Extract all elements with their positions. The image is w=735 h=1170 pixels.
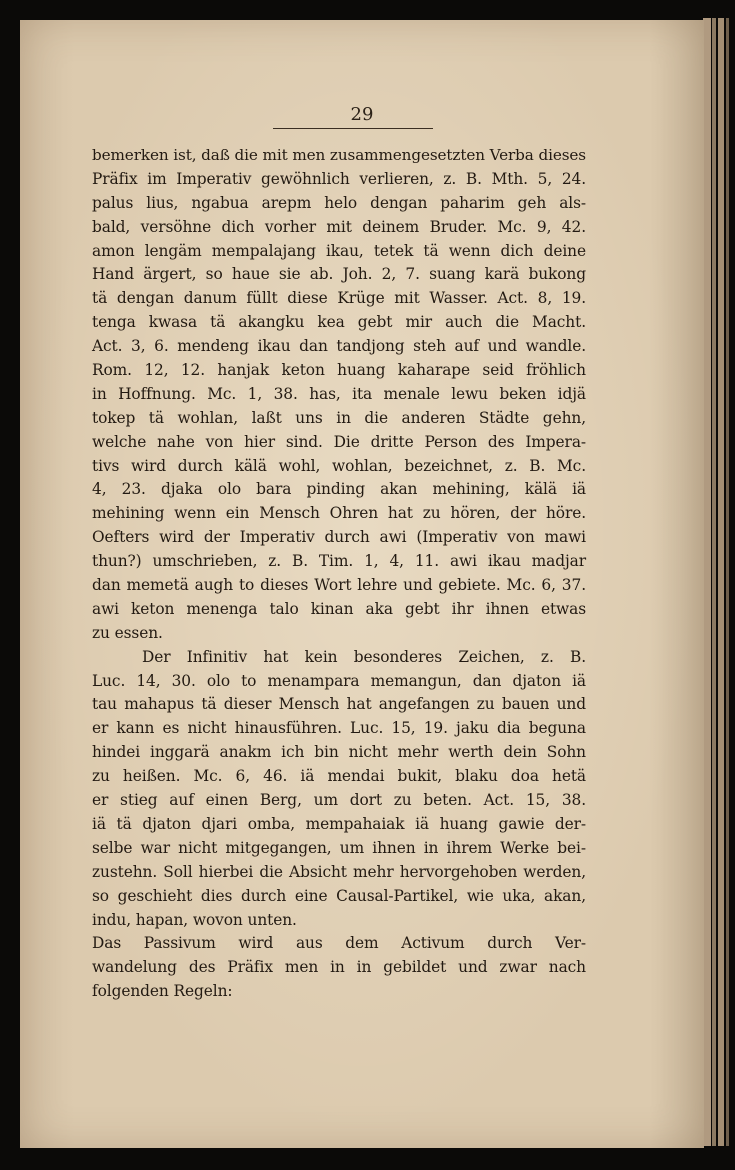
text-line: Das Passivum wird aus dem Activum durch Ver-	[92, 934, 586, 953]
text-line: er stieg auf einen Berg, um dort zu beten. Act. 15, 38.	[92, 791, 586, 810]
text-line: tenga kwasa tä akangku kea gebt mir auch die Macht.	[92, 313, 586, 332]
text-line: in Hoffnung. Mc. 1, 38. has, ita menale lewu beken idjä	[92, 384, 586, 403]
text-line: zu heißen. Mc. 6, 46. iä mendai bukit, blaku doa hetä	[92, 767, 586, 786]
header-rule	[273, 128, 433, 129]
text-line: tä dengan danum füllt diese Krüge mit Wasser. Act. 8, 19.	[92, 289, 586, 308]
text-line: bemerken ist, daß die mit men zusammengesetzten Verba dieses	[92, 146, 586, 164]
text-line: folgenden Regeln:	[92, 982, 233, 1001]
page-edge	[703, 18, 711, 1146]
text-line: tivs wird durch kälä wohl, wohlan, bezeichnet, z. B. Mc.	[92, 456, 586, 475]
text-line: palus lius, ngabua arepm helo dengan paharim geh als-	[92, 193, 586, 212]
text-line: Rom. 12, 12. hanjak keton huang kaharape seid fröhlich	[92, 361, 586, 380]
text-line: selbe war nicht mitgegangen, um ihnen in ihrem Werke bei-	[92, 838, 586, 857]
body-text	[92, 144, 586, 1004]
text-line: so geschieht dies durch eine Causal-Partikel, wie uka, akan,	[92, 886, 586, 905]
text-line: dan memetä augh to dieses Wort lehre und gebiete. Mc. 6, 37.	[92, 576, 586, 595]
text-line: iä tä djaton djari omba, mempahaiak iä huang gawie der-	[92, 814, 586, 833]
text-line: zu essen.	[92, 623, 163, 642]
text-line: Oefters wird der Imperativ durch awi (Imperativ von mawi	[92, 528, 586, 547]
text-line: wandelung des Präfix men in in gebildet und zwar nach	[92, 958, 586, 977]
text-line: mehining wenn ein Mensch Ohren hat zu hören, der höre.	[92, 504, 586, 523]
page-edge	[726, 18, 729, 1146]
text-line: tau mahapus tä dieser Mensch hat angefangen zu bauen und	[92, 695, 586, 714]
text-line: indu, hapan, wovon unten.	[92, 910, 297, 929]
text-line: 4, 23. djaka olo bara pinding akan mehining, kälä iä	[92, 480, 586, 499]
text-line: bald, versöhne dich vorher mit deinem Bruder. Mc. 9, 42.	[92, 217, 586, 236]
page-number: 29	[350, 104, 374, 125]
page-sheet	[20, 20, 704, 1148]
text-line: Präfix im Imperativ gewöhnlich verlieren, z. B. Mth. 5, 24.	[92, 169, 586, 188]
page-edge	[712, 18, 716, 1146]
page-edge	[718, 18, 724, 1146]
text-line: welche nahe von hier sind. Die dritte Person des Impera-	[92, 432, 586, 451]
text-line: thun?) umschrieben, z. B. Tim. 1, 4, 11. awi ikau madjar	[92, 552, 586, 571]
text-line: awi keton menenga talo kinan aka gebt ihr ihnen etwas	[92, 599, 586, 618]
text-line: hindei inggarä anakm ich bin nicht mehr werth dein Sohn	[92, 743, 586, 762]
text-line: Luc. 14, 30. olo to menampara memangun, dan djaton iä	[92, 671, 586, 690]
text-line: Act. 3, 6. mendeng ikau dan tandjong steh auf und wandle.	[92, 337, 586, 356]
text-line: amon lengäm mempalajang ikau, tetek tä wenn dich deine	[92, 241, 586, 260]
text-line: zustehn. Soll hierbei die Absicht mehr hervorgehoben werden,	[92, 862, 586, 881]
text-line: Der Infinitiv hat kein besonderes Zeichen, z. B.	[142, 647, 586, 666]
text-line: tokep tä wohlan, laßt uns in die anderen Städte gehn,	[92, 408, 586, 427]
text-line: er kann es nicht hinausführen. Luc. 15, 19. jaku dia beguna	[92, 719, 586, 738]
text-line: Hand ärgert, so haue sie ab. Joh. 2, 7. suang karä bukong	[92, 265, 586, 284]
